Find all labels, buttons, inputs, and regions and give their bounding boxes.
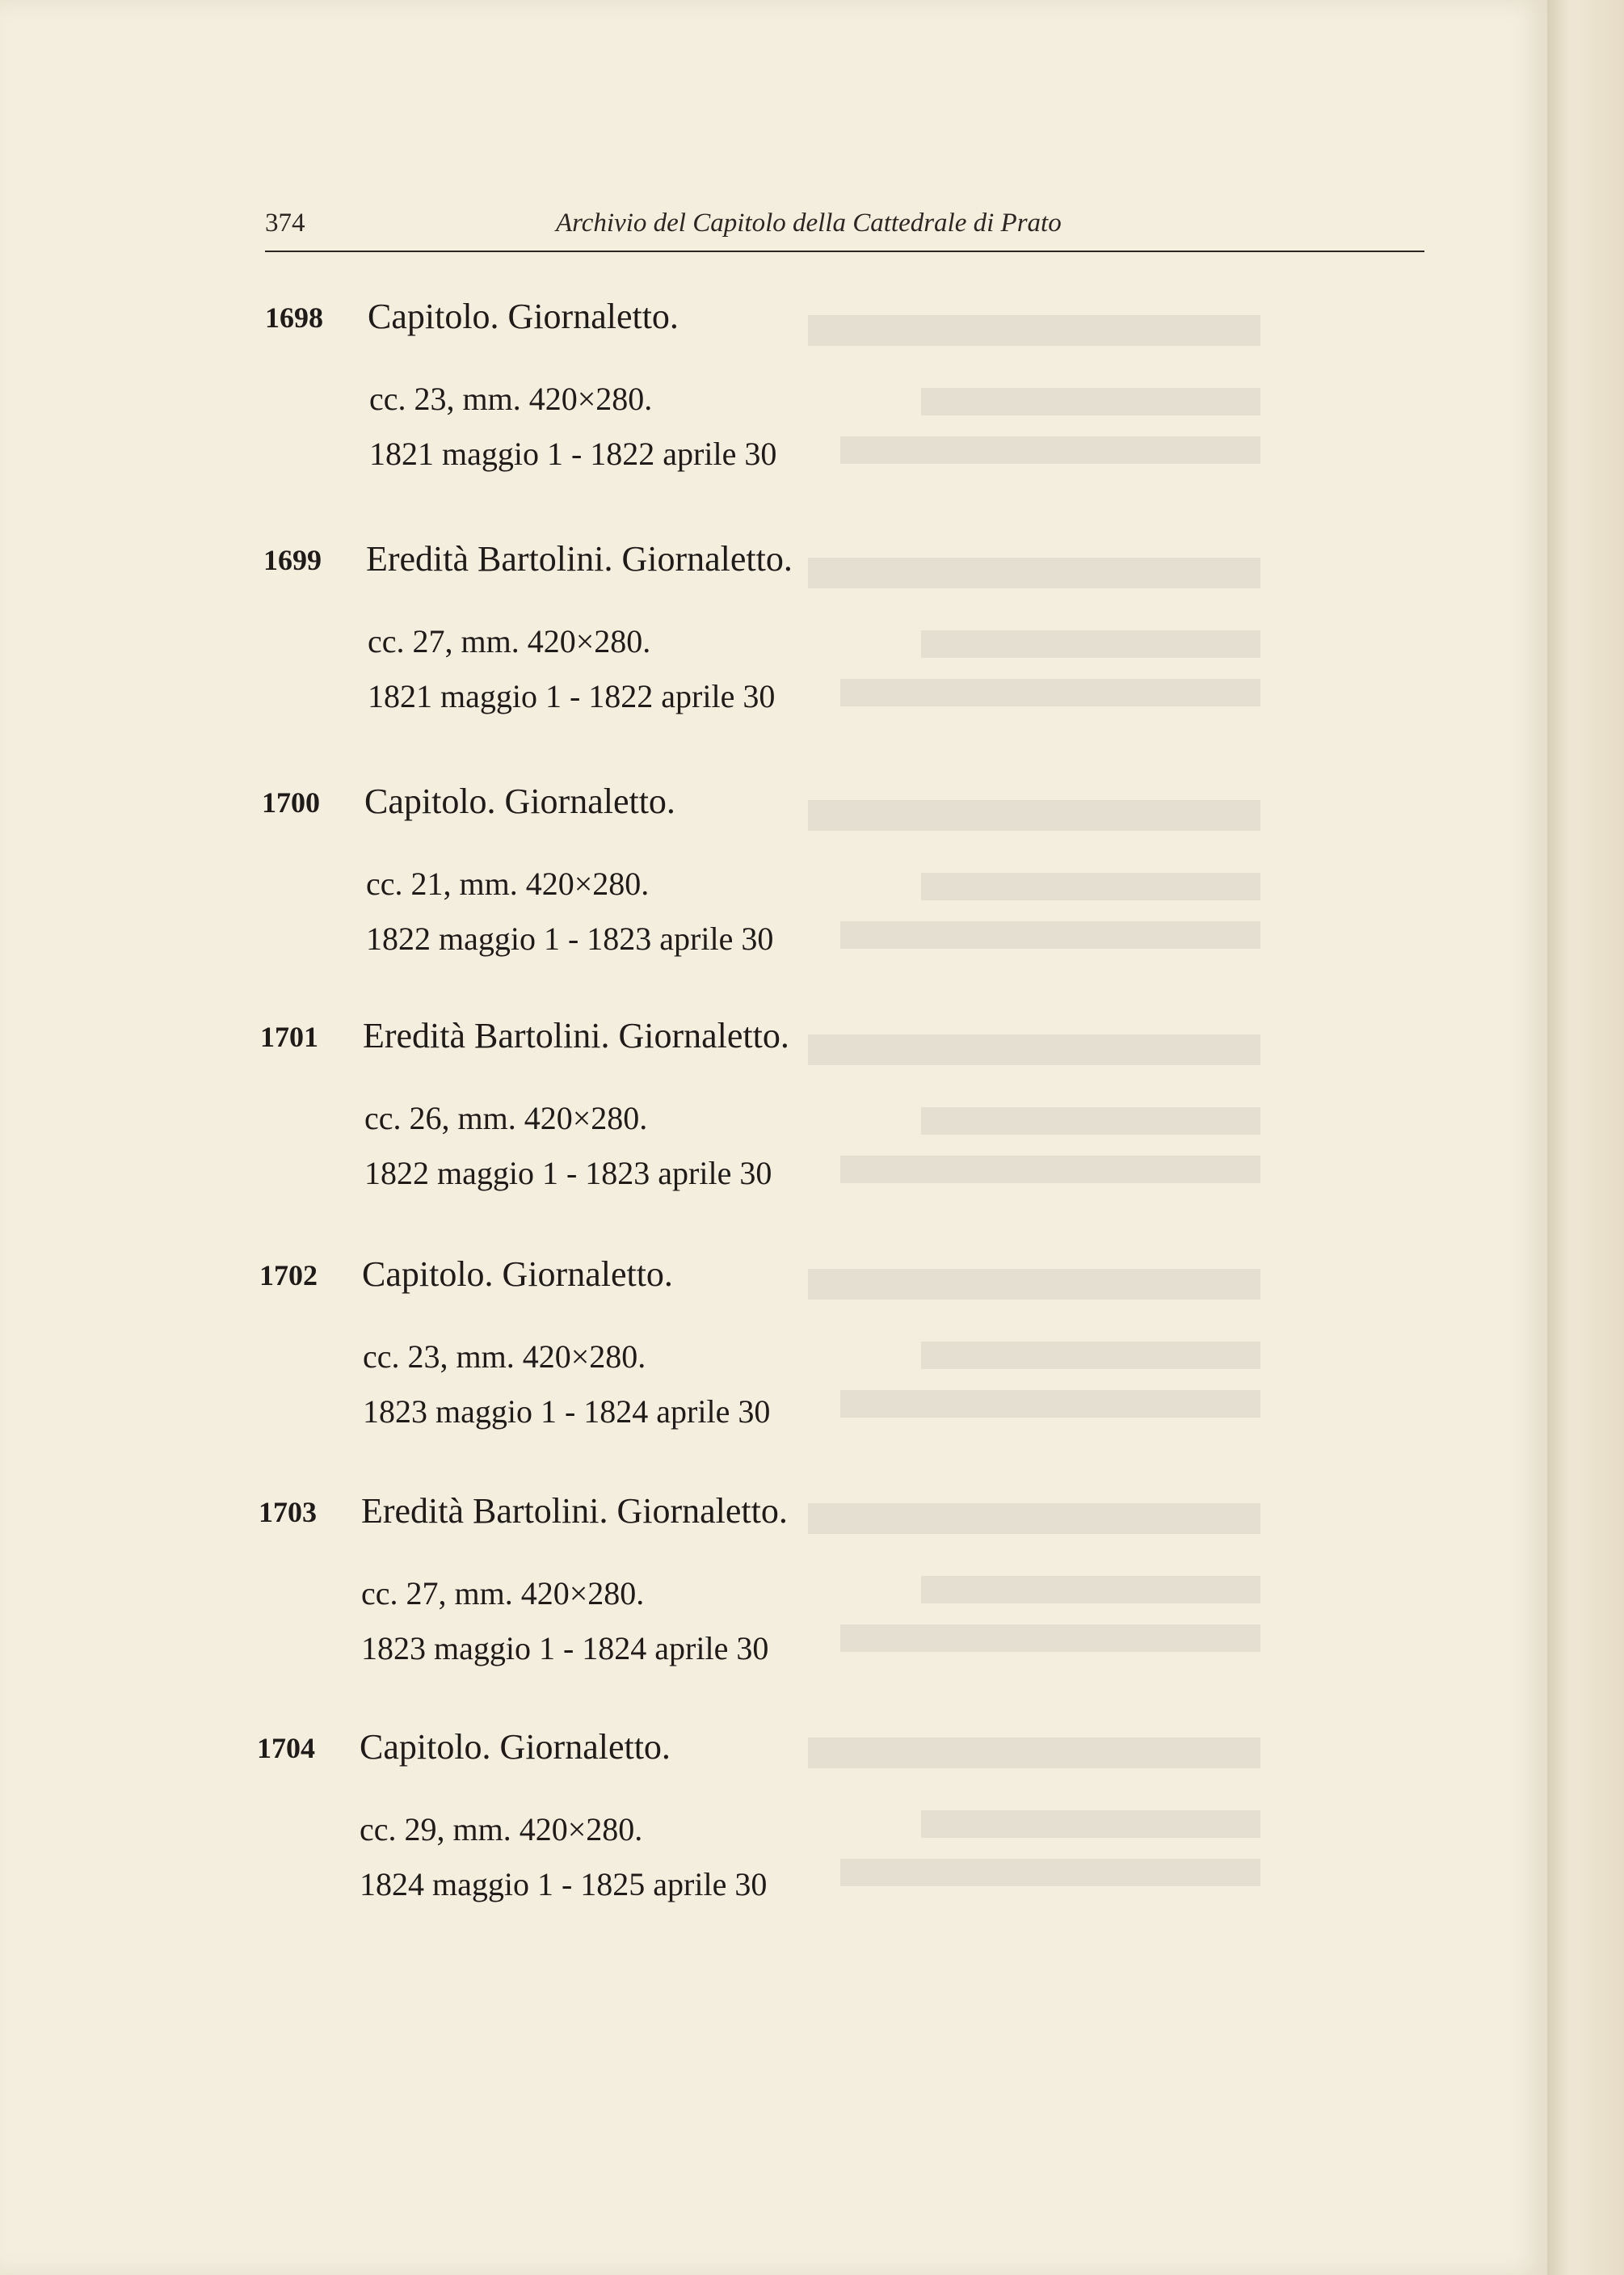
entry-title: Eredità Bartolini. Giornaletto. [361, 1491, 788, 1531]
running-head [265, 209, 1424, 252]
entry-description: cc. 23, mm. 420×280. [363, 1338, 646, 1375]
catalog-entry [0, 539, 1131, 753]
entry-title: Capitolo. Giornaletto. [360, 1727, 671, 1767]
entry-title: Eredità Bartolini. Giornaletto. [363, 1016, 789, 1055]
entry-number: 1704 [257, 1732, 315, 1764]
entry-number: 1699 [263, 544, 322, 576]
catalog-entry [0, 1016, 1131, 1230]
entry-dates: 1823 maggio 1 - 1824 aprile 30 [361, 1630, 769, 1666]
entry-number: 1701 [260, 1021, 318, 1053]
entry-description: cc. 26, mm. 420×280. [364, 1100, 648, 1136]
catalog-entry [0, 782, 1131, 996]
page-title: Archivio del Capitolo della Cattedrale di Prato [556, 209, 1062, 238]
entry-number: 1700 [262, 786, 320, 819]
catalog-entry [0, 1727, 1131, 1941]
catalog-entry [0, 297, 1131, 511]
entry-dates: 1821 maggio 1 - 1822 aprile 30 [369, 436, 777, 472]
entry-title: Capitolo. Giornaletto. [362, 1254, 673, 1294]
entry-title: Capitolo. Giornaletto. [368, 297, 679, 336]
entry-number: 1698 [265, 301, 323, 334]
entry-description: cc. 27, mm. 420×280. [361, 1575, 645, 1611]
entry-description: cc. 29, mm. 420×280. [360, 1811, 643, 1847]
entry-number: 1703 [259, 1496, 317, 1528]
entry-dates: 1822 maggio 1 - 1823 aprile 30 [366, 921, 774, 957]
entry-description: cc. 27, mm. 420×280. [368, 623, 651, 659]
catalog-entry [0, 1491, 1131, 1705]
page-number: 374 [265, 209, 305, 238]
entry-dates: 1824 maggio 1 - 1825 aprile 30 [360, 1866, 768, 1902]
entry-dates: 1823 maggio 1 - 1824 aprile 30 [363, 1393, 771, 1430]
catalog-entry [0, 1254, 1131, 1468]
entry-description: cc. 23, mm. 420×280. [369, 381, 653, 417]
entry-dates: 1822 maggio 1 - 1823 aprile 30 [364, 1155, 772, 1191]
entry-title: Eredità Bartolini. Giornaletto. [366, 539, 793, 579]
book-fore-edge [1547, 0, 1624, 2275]
entry-title: Capitolo. Giornaletto. [364, 782, 675, 821]
entry-description: cc. 21, mm. 420×280. [366, 866, 650, 902]
entry-dates: 1821 maggio 1 - 1822 aprile 30 [368, 678, 776, 714]
entry-number: 1702 [259, 1259, 318, 1291]
